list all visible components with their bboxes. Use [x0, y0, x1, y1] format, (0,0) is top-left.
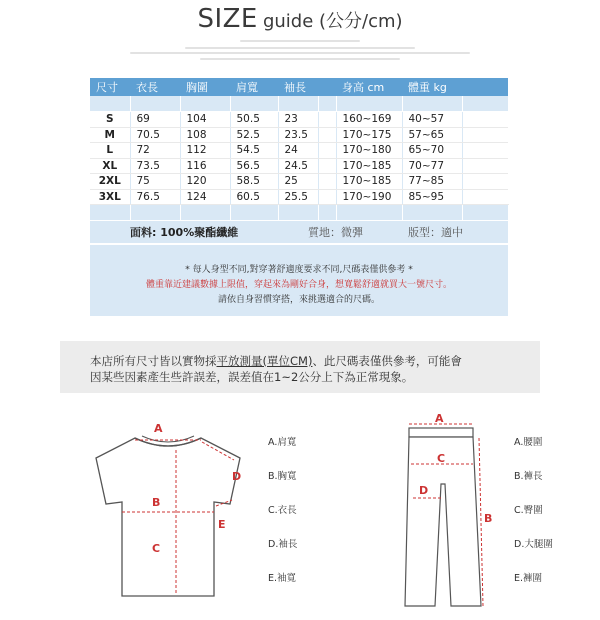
table-row	[90, 158, 508, 174]
header-chest: 胸圍	[180, 78, 230, 96]
disclaimer-line-2: 因某些因素產生些許誤差，誤差值在1~2公分上下為正常現象。	[90, 370, 414, 384]
cell-blank	[462, 112, 508, 128]
title-guide: guide (公分/cm)	[262, 11, 403, 32]
cell-weight: 40~57	[402, 112, 462, 128]
pants-mark-c: C	[437, 452, 446, 465]
pants-legend-item: C.臀圍	[514, 505, 543, 516]
cell-length: 76.5	[130, 189, 180, 205]
cell-chest: 108	[180, 127, 230, 143]
texture-label: 質地：微彈	[308, 225, 363, 239]
pants-legend-item: A.腰圍	[514, 437, 543, 448]
header-blank	[318, 78, 336, 96]
cell-sleeve: 24	[278, 143, 318, 159]
fit-label: 版型：適中	[408, 225, 463, 239]
size-table	[90, 78, 509, 221]
note-line-3: 請依自身習慣穿搭，來挑選適合的尺碼。	[217, 294, 380, 305]
measurement-diagrams	[0, 410, 600, 610]
cell-blank	[462, 158, 508, 174]
shirt-mark-e: E	[218, 518, 226, 531]
cell-sleeve: 23.5	[278, 127, 318, 143]
shirt-legend-item: A.肩寬	[268, 437, 297, 448]
cell-sleeve: 25	[278, 174, 318, 190]
size-table-panel	[90, 78, 508, 316]
material-row	[90, 221, 508, 243]
header-sleeve: 袖長	[278, 78, 318, 96]
pants-legend	[514, 434, 553, 604]
cell-sleeve: 23	[278, 112, 318, 128]
cell-chest: 112	[180, 143, 230, 159]
shirt-legend-item: D.袖長	[268, 539, 298, 550]
cell-weight: 85~95	[402, 189, 462, 205]
cell-blank	[318, 189, 336, 205]
table-row	[90, 143, 508, 159]
header-blank-2	[462, 78, 508, 96]
table-row	[90, 189, 508, 205]
shirt-mark-d: D	[232, 470, 242, 483]
cell-weight: 70~77	[402, 158, 462, 174]
fabric-label: 面料: 100%聚酯纖維	[130, 225, 239, 239]
cell-size: M	[90, 127, 130, 143]
shirt-mark-c: C	[152, 542, 161, 555]
cell-length: 75	[130, 174, 180, 190]
header-weight: 體重 kg	[402, 78, 462, 96]
cell-shoulder: 58.5	[230, 174, 278, 190]
note-line-2: 體重靠近建議數據上限值，穿起來為剛好合身，想寬鬆舒適就買大一號尺寸。	[145, 279, 452, 290]
cell-shoulder: 50.5	[230, 112, 278, 128]
shirt-mark-a: A	[154, 422, 163, 435]
cell-weight: 77~85	[402, 174, 462, 190]
shirt-legend	[268, 434, 297, 604]
tshirt-diagram	[80, 420, 255, 600]
pants-legend-item: E.褲圍	[514, 573, 543, 584]
cell-size: 2XL	[90, 174, 130, 190]
header-height: 身高 cm	[336, 78, 402, 96]
pants-mark-b: B	[484, 512, 493, 525]
cell-blank	[318, 127, 336, 143]
table-row	[90, 174, 508, 190]
cell-size: XL	[90, 158, 130, 174]
cell-weight: 65~70	[402, 143, 462, 159]
pants-mark-a: A	[435, 414, 444, 425]
cell-shoulder: 54.5	[230, 143, 278, 159]
note-line-1: * 每人身型不同,對穿著舒適度要求不同,尺碼表僅供參考 *	[185, 264, 413, 275]
cell-shoulder: 56.5	[230, 158, 278, 174]
spacer-row	[90, 205, 508, 221]
pants-legend-item: B.褲長	[514, 471, 543, 482]
cell-height: 170~175	[336, 127, 402, 143]
pants-mark-d: D	[419, 484, 429, 497]
cell-chest: 116	[180, 158, 230, 174]
cell-height: 160~169	[336, 112, 402, 128]
cell-size: 3XL	[90, 189, 130, 205]
cell-chest: 124	[180, 189, 230, 205]
notes-box	[90, 243, 508, 316]
cell-chest: 120	[180, 174, 230, 190]
cell-blank	[318, 143, 336, 159]
cell-blank	[462, 127, 508, 143]
cell-blank	[318, 158, 336, 174]
disclaimer-box	[60, 341, 540, 393]
shirt-legend-item: C.衣長	[268, 505, 297, 516]
cell-height: 170~185	[336, 174, 402, 190]
title-size: SIZE	[197, 4, 258, 34]
table-row	[90, 112, 508, 128]
shirt-mark-b: B	[152, 496, 161, 509]
cell-shoulder: 52.5	[230, 127, 278, 143]
cell-size: L	[90, 143, 130, 159]
header-size: 尺寸	[90, 78, 130, 96]
cell-blank	[318, 112, 336, 128]
table-header-row	[90, 78, 508, 96]
header-length: 衣長	[130, 78, 180, 96]
cell-sleeve: 24.5	[278, 158, 318, 174]
cell-sleeve: 25.5	[278, 189, 318, 205]
cell-length: 69	[130, 112, 180, 128]
cell-blank	[462, 143, 508, 159]
table-row	[90, 127, 508, 143]
cell-height: 170~185	[336, 158, 402, 174]
pants-diagram	[395, 414, 500, 610]
cell-size: S	[90, 112, 130, 128]
cell-chest: 104	[180, 112, 230, 128]
header-shoulder: 肩寬	[230, 78, 278, 96]
cell-length: 72	[130, 143, 180, 159]
spacer-row	[90, 96, 508, 112]
cell-height: 170~190	[336, 189, 402, 205]
decorative-fine-print	[130, 40, 470, 64]
cell-length: 70.5	[130, 127, 180, 143]
cell-length: 73.5	[130, 158, 180, 174]
cell-shoulder: 60.5	[230, 189, 278, 205]
pants-legend-item: D.大腿圍	[514, 539, 553, 550]
cell-blank	[462, 174, 508, 190]
disclaimer-line-1: 本店所有尺寸皆以實物採平放測量(單位CM)、此尺碼表僅供參考，可能會	[90, 354, 462, 368]
cell-weight: 57~65	[402, 127, 462, 143]
shirt-legend-item: E.袖寬	[268, 573, 297, 584]
cell-blank	[318, 174, 336, 190]
cell-blank	[462, 189, 508, 205]
cell-height: 170~180	[336, 143, 402, 159]
shirt-legend-item: B.胸寬	[268, 471, 297, 482]
page-title	[0, 4, 600, 34]
